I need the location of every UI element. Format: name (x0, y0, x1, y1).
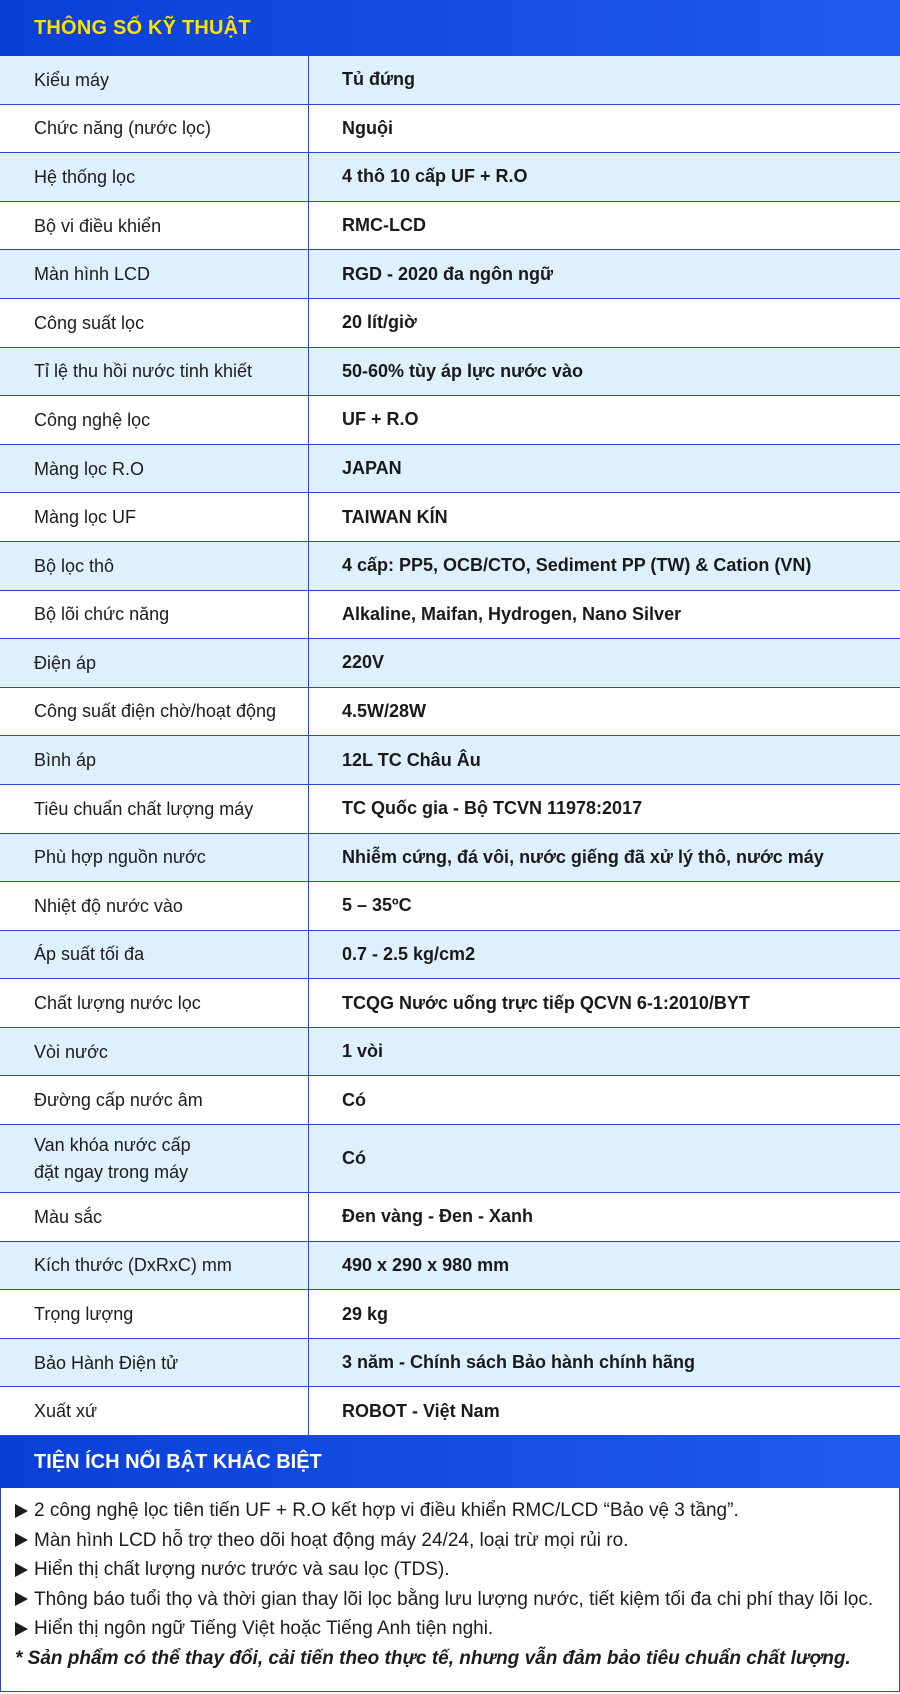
features-header (0, 1436, 900, 1488)
spec-label (0, 348, 309, 396)
spec-label (0, 299, 309, 347)
spec-label-line: Hệ thống lọc (34, 166, 136, 187)
spec-label-line: Áp suất tối đa (34, 944, 145, 965)
table-row (0, 834, 900, 883)
table-row (0, 1028, 900, 1077)
table-row (0, 688, 900, 737)
list-item (15, 1614, 885, 1644)
spec-label (0, 250, 309, 298)
spec-label (0, 639, 309, 687)
spec-label-line: Bộ lõi chức năng (34, 604, 170, 625)
spec-value: 4 thô 10 cấp UF + R.O (342, 166, 528, 187)
spec-value: Tủ đứng (342, 69, 416, 90)
spec-label-line: Tỉ lệ thu hồi nước tinh khiết (34, 361, 252, 382)
spec-value: 0.7 - 2.5 kg/cm2 (342, 943, 476, 964)
arrow-bullet-icon (15, 1622, 28, 1636)
spec-value: Nhiễm cứng, đá vôi, nước giếng đã xử lý thô, nước máy (342, 846, 824, 867)
table-row (0, 882, 900, 931)
feature-text: Thông báo tuổi thọ và thời gian thay lõi lọc bằng lưu lượng nước, tiết kiệm tối đa chi phí thay lõi lọc. (34, 1588, 874, 1610)
spec-label (0, 736, 309, 784)
spec-label-line: Điện áp (34, 652, 97, 673)
spec-label (0, 153, 309, 201)
spec-label (0, 834, 309, 882)
spec-label (0, 1242, 309, 1290)
spec-label (0, 105, 309, 153)
spec-label-line: Xuất xứ (34, 1401, 98, 1422)
spec-label-line: Công suất điện chờ/hoạt động (34, 701, 276, 722)
spec-value: TCQG Nước uống trực tiếp QCVN 6-1:2010/BYT (342, 992, 750, 1013)
spec-value: TAIWAN KÍN (342, 506, 448, 527)
spec-label (0, 396, 309, 444)
spec-label-line: Màng lọc UF (34, 507, 137, 528)
spec-label-line: Chức năng (nước lọc) (34, 118, 211, 139)
spec-value: Nguội (342, 117, 393, 138)
spec-label-line: Màn hình LCD (34, 264, 151, 285)
features-list (0, 1488, 900, 1692)
spec-label (0, 1028, 309, 1076)
spec-value: 4 cấp: PP5, OCB/CTO, Sediment PP (TW) & Cation (VN) (342, 555, 812, 576)
spec-value: 3 năm - Chính sách Bảo hành chính hãng (342, 1352, 696, 1373)
spec-label-line: Màng lọc R.O (34, 458, 145, 479)
spec-value: 29 kg (342, 1303, 389, 1324)
spec-value: 1 vòi (342, 1041, 384, 1062)
spec-value: 4.5W/28W (342, 701, 427, 722)
spec-value: ROBOT - Việt Nam (342, 1400, 500, 1421)
spec-label-line: Van khóa nước cấp (34, 1135, 191, 1156)
spec-label-line: Bình áp (34, 750, 97, 771)
arrow-bullet-icon (15, 1504, 28, 1518)
table-row (0, 542, 900, 591)
table-row (0, 493, 900, 542)
table-row (0, 639, 900, 688)
spec-value: RGD - 2020 đa ngôn ngữ (342, 263, 554, 284)
list-item (15, 1496, 885, 1526)
list-item (15, 1585, 885, 1615)
list-item (15, 1555, 885, 1585)
arrow-bullet-icon (15, 1533, 28, 1547)
spec-label (0, 1339, 309, 1387)
spec-value: Có (342, 1089, 366, 1110)
spec-label (0, 591, 309, 639)
table-row (0, 153, 900, 202)
features-note: * Sản phẩm có thể thay đổi, cải tiến theo thực tế, nhưng vẫn đảm bảo tiêu chuẩn chất lượng. (15, 1647, 851, 1669)
spec-label-line: Chất lượng nước lọc (34, 993, 201, 1014)
table-row (0, 785, 900, 834)
table-row (0, 56, 900, 105)
table-row (0, 1242, 900, 1291)
spec-label (0, 785, 309, 833)
spec-value: 20 lít/giờ (342, 312, 417, 333)
spec-label (0, 493, 309, 541)
spec-label-line: Vòi nước (34, 1041, 108, 1062)
feature-text: Hiển thị ngôn ngữ Tiếng Việt hoặc Tiếng Anh tiện nghi. (34, 1618, 494, 1640)
spec-label-line: Kích thước (DxRxC) mm (34, 1255, 232, 1276)
table-row (0, 250, 900, 299)
spec-header (0, 0, 900, 56)
table-row (0, 202, 900, 251)
spec-table (0, 56, 900, 1436)
spec-label (0, 1125, 309, 1192)
spec-label-line: Màu sắc (34, 1206, 103, 1227)
spec-label-line: Công nghệ lọc (34, 409, 151, 430)
spec-value: Alkaline, Maifan, Hydrogen, Nano Silver (342, 603, 682, 624)
spec-label-line: Phù hợp nguồn nước (34, 847, 206, 868)
spec-label (0, 1076, 309, 1124)
spec-label-line: Bộ vi điều khiển (34, 215, 162, 236)
table-row (0, 736, 900, 785)
feature-text: Hiển thị chất lượng nước trước và sau lọc (TDS). (34, 1559, 450, 1581)
spec-label-line: Nhiệt độ nước vào (34, 895, 183, 916)
table-row (0, 591, 900, 640)
table-row (0, 1076, 900, 1125)
arrow-bullet-icon (15, 1592, 28, 1606)
spec-value: Có (342, 1148, 366, 1169)
spec-label-line: Tiêu chuẩn chất lượng máy (34, 798, 254, 819)
spec-label-line: đặt ngay trong máy (34, 1161, 189, 1182)
spec-title: THÔNG SỐ KỸ THUẬT (34, 16, 251, 39)
feature-text: 2 công nghệ lọc tiên tiến UF + R.O kết hợp vi điều khiển RMC/LCD “Bảo vệ 3 tầng”. (34, 1500, 739, 1522)
table-row (0, 348, 900, 397)
table-row (0, 979, 900, 1028)
spec-value: Đen vàng - Đen - Xanh (342, 1206, 534, 1227)
table-row (0, 1387, 900, 1436)
table-row (0, 396, 900, 445)
list-item (15, 1526, 885, 1556)
spec-label-line: Đường cấp nước âm (34, 1090, 203, 1111)
spec-value: 5 – 35ºC (342, 895, 412, 916)
spec-value: RMC-LCD (342, 215, 426, 236)
table-row (0, 445, 900, 494)
table-row (0, 1339, 900, 1388)
spec-label (0, 542, 309, 590)
table-row (0, 931, 900, 980)
spec-value: 50-60% tùy áp lực nước vào (342, 360, 583, 381)
spec-label-line: Trọng lượng (34, 1304, 134, 1324)
spec-value: TC Quốc gia - Bộ TCVN 11978:2017 (342, 798, 643, 819)
spec-label (0, 56, 309, 104)
spec-label (0, 882, 309, 930)
spec-value: 220V (342, 652, 385, 673)
spec-label (0, 688, 309, 736)
spec-value: 12L TC Châu Âu (342, 749, 481, 770)
spec-label (0, 1193, 309, 1241)
table-row (0, 105, 900, 154)
spec-value: JAPAN (342, 458, 402, 479)
spec-label (0, 931, 309, 979)
spec-label-line: Công suất lọc (34, 312, 145, 333)
spec-label (0, 1387, 309, 1435)
spec-value: 490 x 290 x 980 mm (342, 1254, 510, 1275)
spec-label-line: Kiểu máy (34, 69, 110, 90)
table-row (0, 1290, 900, 1339)
spec-label (0, 202, 309, 250)
spec-label (0, 445, 309, 493)
spec-label-line: Bảo Hành Điện tử (34, 1352, 179, 1373)
table-row (0, 299, 900, 348)
spec-label (0, 1290, 309, 1338)
table-row (0, 1193, 900, 1242)
spec-label-line: Bộ lọc thô (34, 555, 115, 576)
feature-text: Màn hình LCD hỗ trợ theo dõi hoạt động máy 24/24, loại trừ mọi rủi ro. (34, 1529, 629, 1551)
spec-value: UF + R.O (342, 409, 419, 430)
table-row (0, 1125, 900, 1193)
features-title: TIỆN ÍCH NỔI BẬT KHÁC BIỆT (34, 1450, 322, 1473)
spec-label (0, 979, 309, 1027)
arrow-bullet-icon (15, 1563, 28, 1577)
